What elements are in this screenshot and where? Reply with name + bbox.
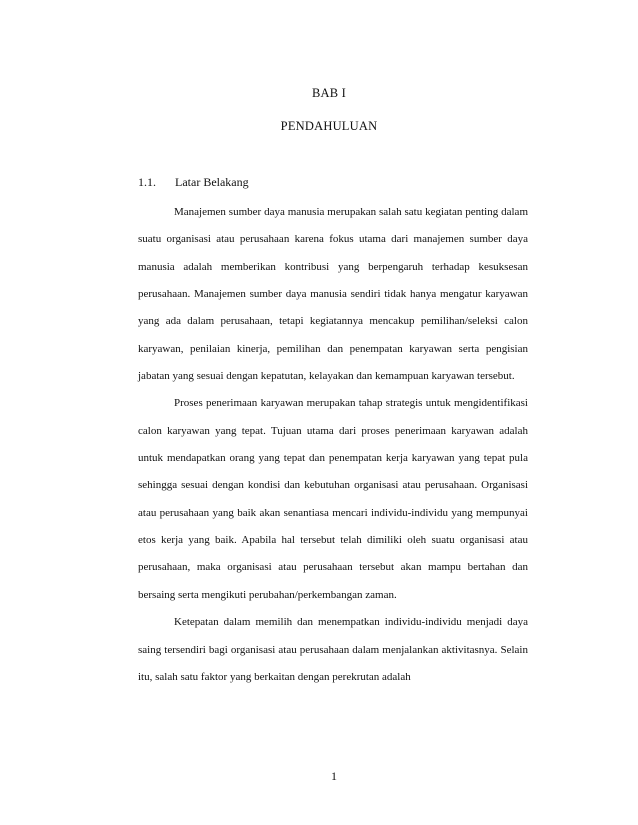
paragraph: Manajemen sumber daya manusia merupakan salah satu kegiatan penting dalam suatu organisasi atau perusahaan karena fokus utama dari manajemen sumber daya manusia adalah memberikan kontribusi yang berpengaruh terhadap kesuksesan perusahaan. Manajemen sumber daya manusia sendiri tidak hanya mengatur karyawan yang ada dalam perusahaan, tetapi kegiatannya mencakup pemilihan/seleksi calon karyawan, penilaian kinerja, pemilihan dan penempatan karyawan serta pengisian jabatan yang sesuai dengan kepatutan, kelayakan dan kemampuan karyawan tersebut. [138,206,528,383]
paragraph: Ketepatan dalam memilih dan menempatkan individu-individu menjadi daya saing tersendiri bagi organisasi atau perusahaan dalam menjalankan aktivitasnya. Selain itu, salah satu faktor yang berkaitan dengan perekrutan adalah [138,616,528,683]
paragraph: Proses penerimaan karyawan merupakan tahap strategis untuk mengidentifikasi calon karyawan yang tepat. Tujuan utama dari proses penerimaan karyawan adalah untuk mendapatkan orang yang tepat dan penempatan kerja karyawan yang tepat pula sehingga sesuai dengan kondisi dan kebutuhan organisasi atau perusahaan. Organisasi atau perusahaan yang baik akan senantiasa mencari individu-individu yang mempunyai etos kerja yang baik. Apabila hal tersebut telah dimiliki oleh suatu organisasi atau perusahaan, maka organisasi atau perusahaan tersebut akan mampu bertahan dan bersaing serta mengikuti perubahan/perkembangan zaman. [138,397,528,601]
section-title: Latar Belakang [175,175,249,189]
chapter-title: PENDAHULUAN [280,119,378,133]
chapter-label: BAB I [312,86,346,100]
page-number: 1 [331,769,337,783]
section-number: 1.1. [138,175,156,189]
body-text [138,199,528,691]
